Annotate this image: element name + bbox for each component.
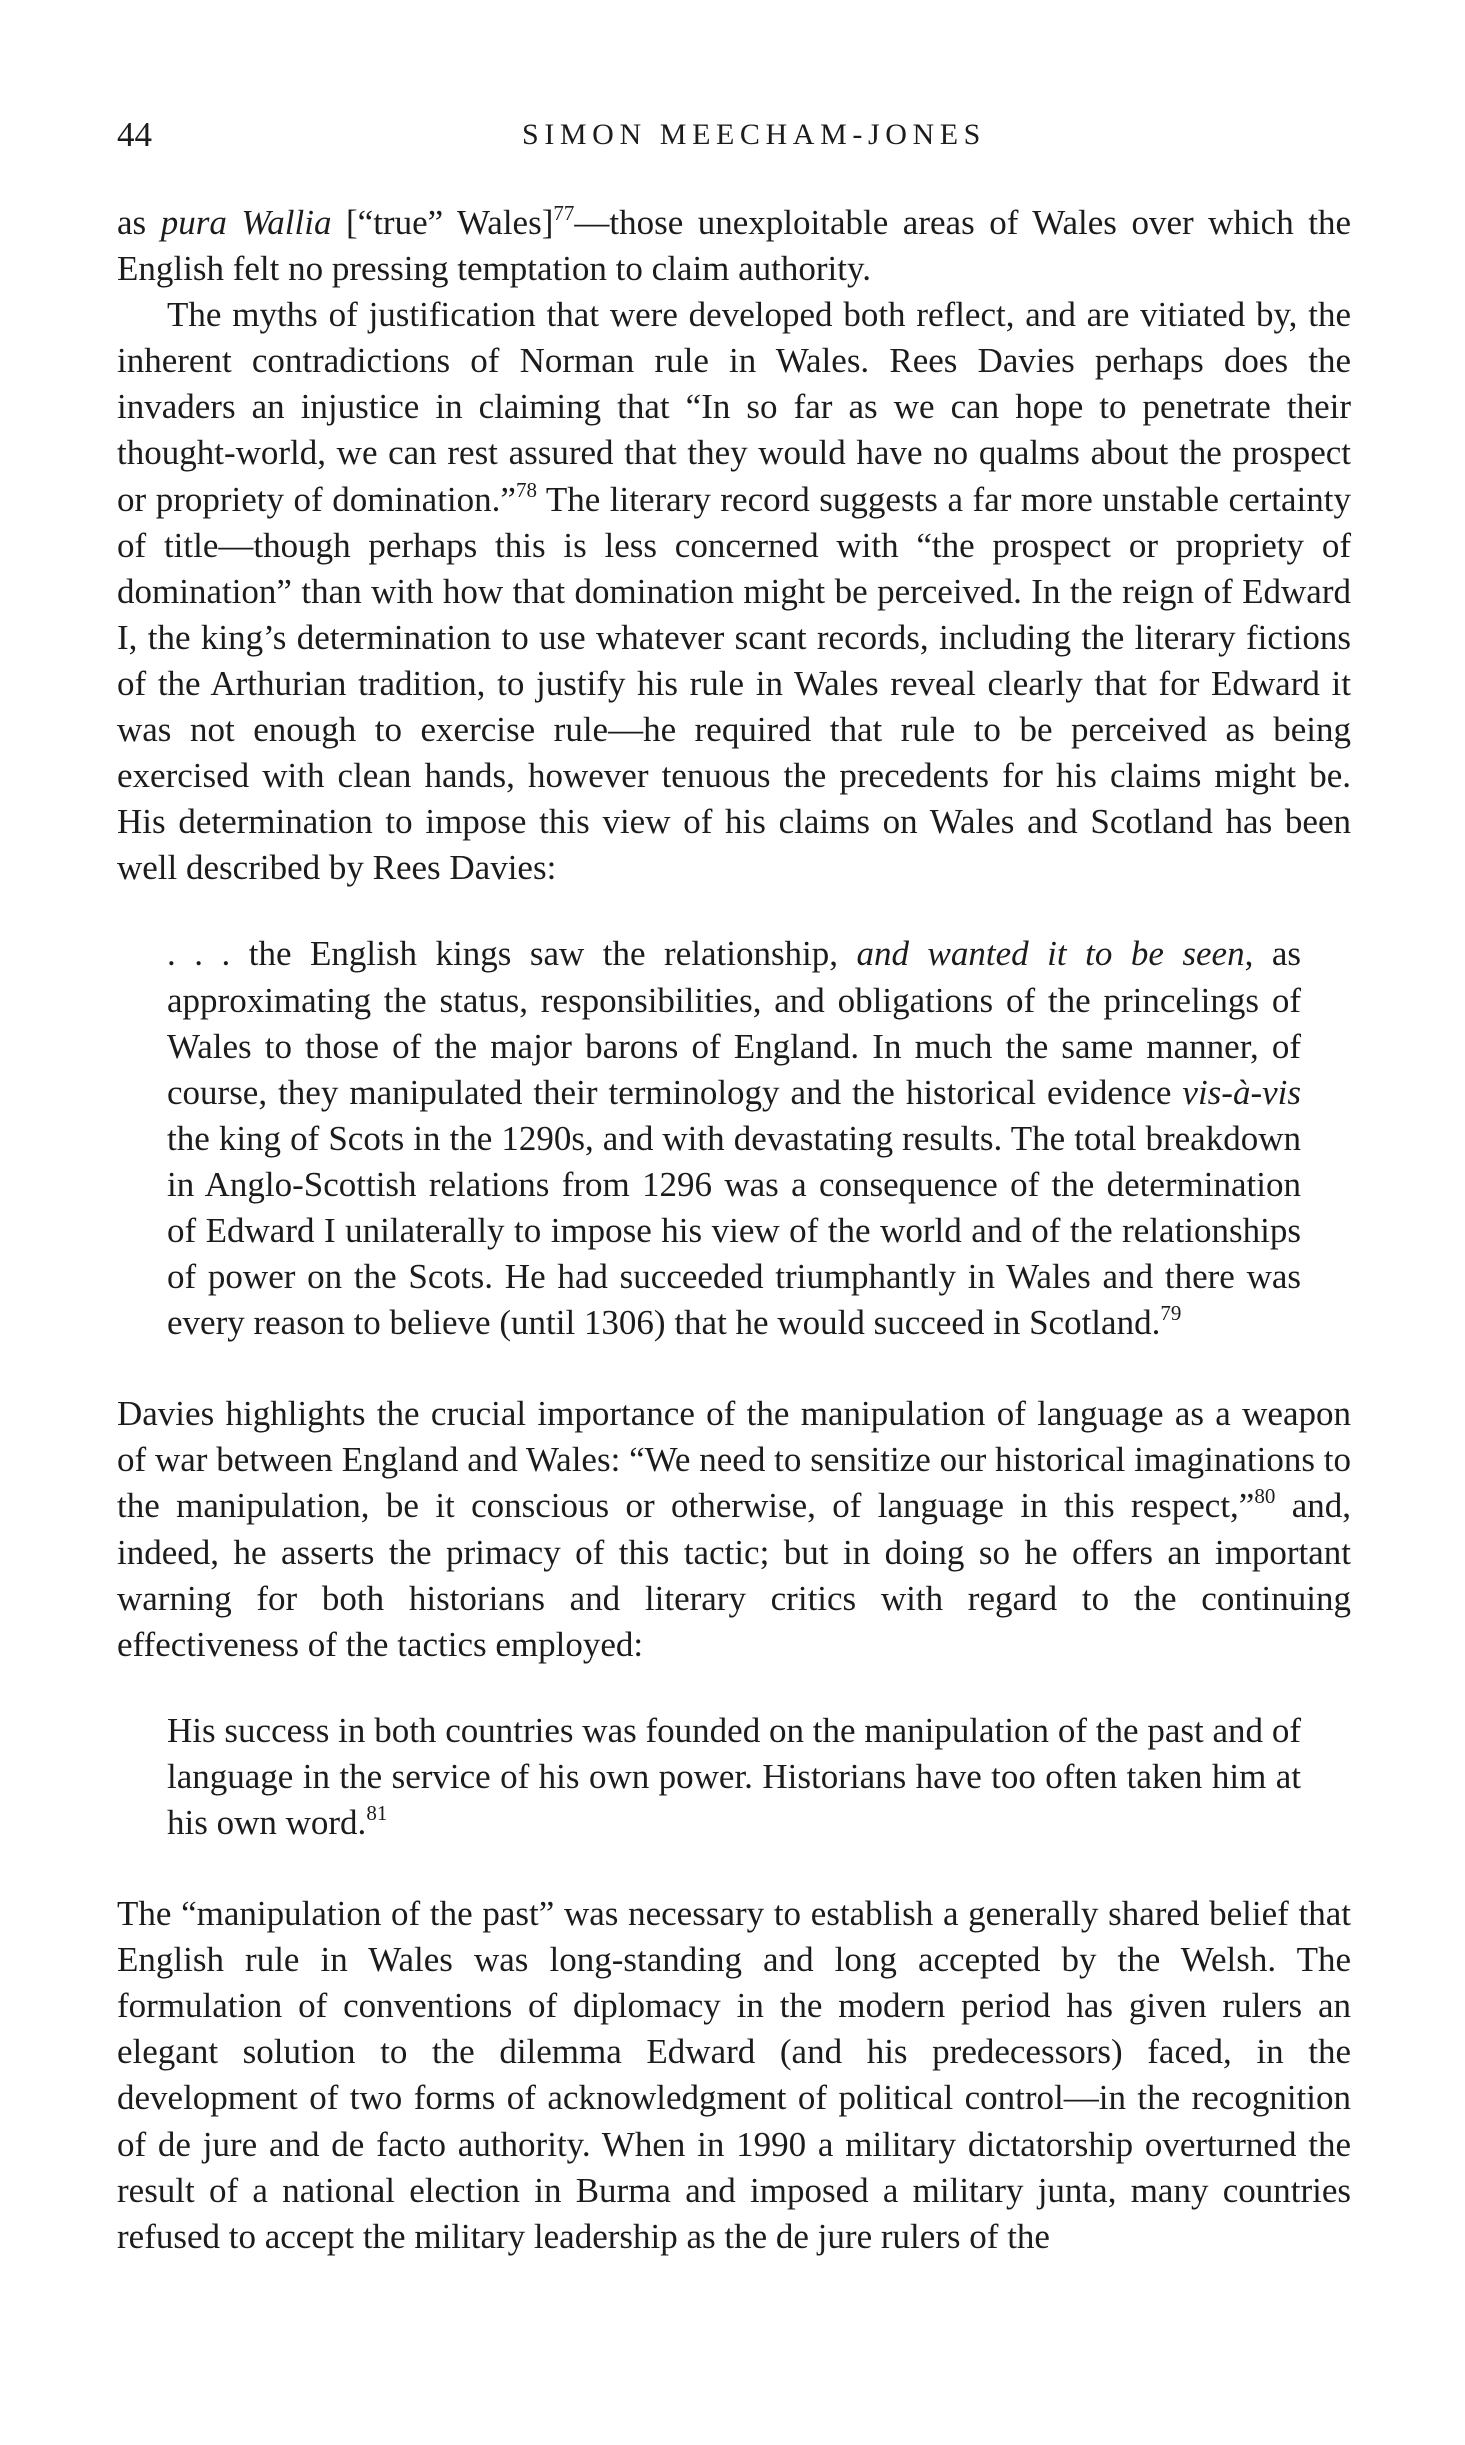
footnote-marker: 81 bbox=[366, 1801, 388, 1825]
footnote-marker: 78 bbox=[515, 477, 537, 502]
italic-phrase: and wanted it to be seen bbox=[856, 934, 1245, 974]
italic-term: pura Wallia bbox=[160, 203, 332, 242]
text-run: Davies highlights the crucial importance of the manipulation of language as a weapon of war between England and Wales: “We need to sensitize our historical imaginations to the manipulation, be it conscious or otherwise, of language in this respect,” bbox=[117, 1394, 1351, 1526]
page-body bbox=[117, 200, 1351, 2260]
text-run: [“true” Wales] bbox=[331, 203, 554, 242]
paragraph-3 bbox=[117, 1391, 1351, 1668]
text-run: The literary record suggests a far more unstable certainty of title—though perhaps this is less concerned with “the prospect or propriety of domination” than with how that domination might be perceived. In the reign of Edward I, the king’s determination to use whatever scant records, including the literary fictions of the Arthurian tradition, to justify his rule in Wales reveal clearly that for Edward it was not enough to exercise rule—he required that rule to be perceived as being exercised with clean hands, however tenuous the precedents for his claims might be. His determination to impose this view of his claims on Wales and Scotland has been well described by Rees Davies: bbox=[117, 479, 1351, 888]
footnote-marker: 79 bbox=[1160, 1301, 1182, 1326]
block-quote-2 bbox=[167, 1708, 1301, 1846]
text-run: The “manipulation of the past” was necessary to establish a generally shared belief that English rule in Wales was long-standing and long accepted by the Welsh. The formulation of conventions of diplomacy in the modern period has given rulers an elegant solution to the dilemma Edward (and his predecessors) faced, in the development of two forms of acknowledgment of political control—in the recognition of de jure and de facto authority. When in 1990 a military dictatorship overturned the result of a national election in Burma and imposed a military junta, many countries refused to accept the military leadership as the de jure rulers of the bbox=[117, 1894, 1351, 2256]
text-run: , as approximating the status, responsibilities, and obligations of the princelings of Wales to those of the major barons of England. In much the same manner, of course, they manipulated their terminology and the historical evidence bbox=[167, 934, 1302, 1112]
italic-term: vis-à-vis bbox=[1182, 1072, 1301, 1112]
text-run: as bbox=[117, 203, 161, 242]
footnote-marker: 80 bbox=[1254, 1484, 1276, 1509]
paragraph-1 bbox=[117, 200, 1351, 292]
text-run: The myths of justification that were developed both reflect, and are vitiated by, the inherent contradictions of Norman rule in Wales. Rees Davies perhaps does the invaders an injustice in claiming that “In so far as we can hope to penetrate their thought-world, we can rest assured that they would have no qualms about the prospect or propriety of domination.” bbox=[117, 295, 1351, 519]
block-quote-1 bbox=[167, 931, 1301, 1346]
text-run: —those unexploitable areas of Wales over which the English felt no pressing temptation to claim authority. bbox=[117, 203, 1352, 289]
paragraph-2 bbox=[117, 292, 1351, 891]
paragraph-4 bbox=[117, 1891, 1351, 2260]
text-run: . . . the English kings saw the relationship, bbox=[167, 934, 857, 974]
running-head: SIMON MEECHAM-JONES bbox=[522, 118, 986, 151]
text-run: the king of Scots in the 1290s, and with devastating results. The total breakdown in Anglo-Scottish relations from 1296 was a consequence of the determination of Edward I unilaterally to impose his view of the world and of the relationships of power on the Scots. He had succeeded triumphantly in Wales and there was every reason to believe (until 1306) that he would succeed in Scotland. bbox=[167, 1118, 1301, 1343]
page-header bbox=[117, 112, 1351, 158]
text-run: and, indeed, he asserts the primacy of this tactic; but in doing so he offers an important warning for both historians and literary critics with regard to the continuing effectiveness of the tactics employed: bbox=[117, 1486, 1351, 1664]
footnote-marker: 77 bbox=[553, 201, 575, 225]
text-run: His success in both countries was founded on the manipulation of the past and of language in the service of his own power. Historians have too often taken him at his own word. bbox=[167, 1710, 1301, 1842]
page-number: 44 bbox=[117, 115, 152, 154]
